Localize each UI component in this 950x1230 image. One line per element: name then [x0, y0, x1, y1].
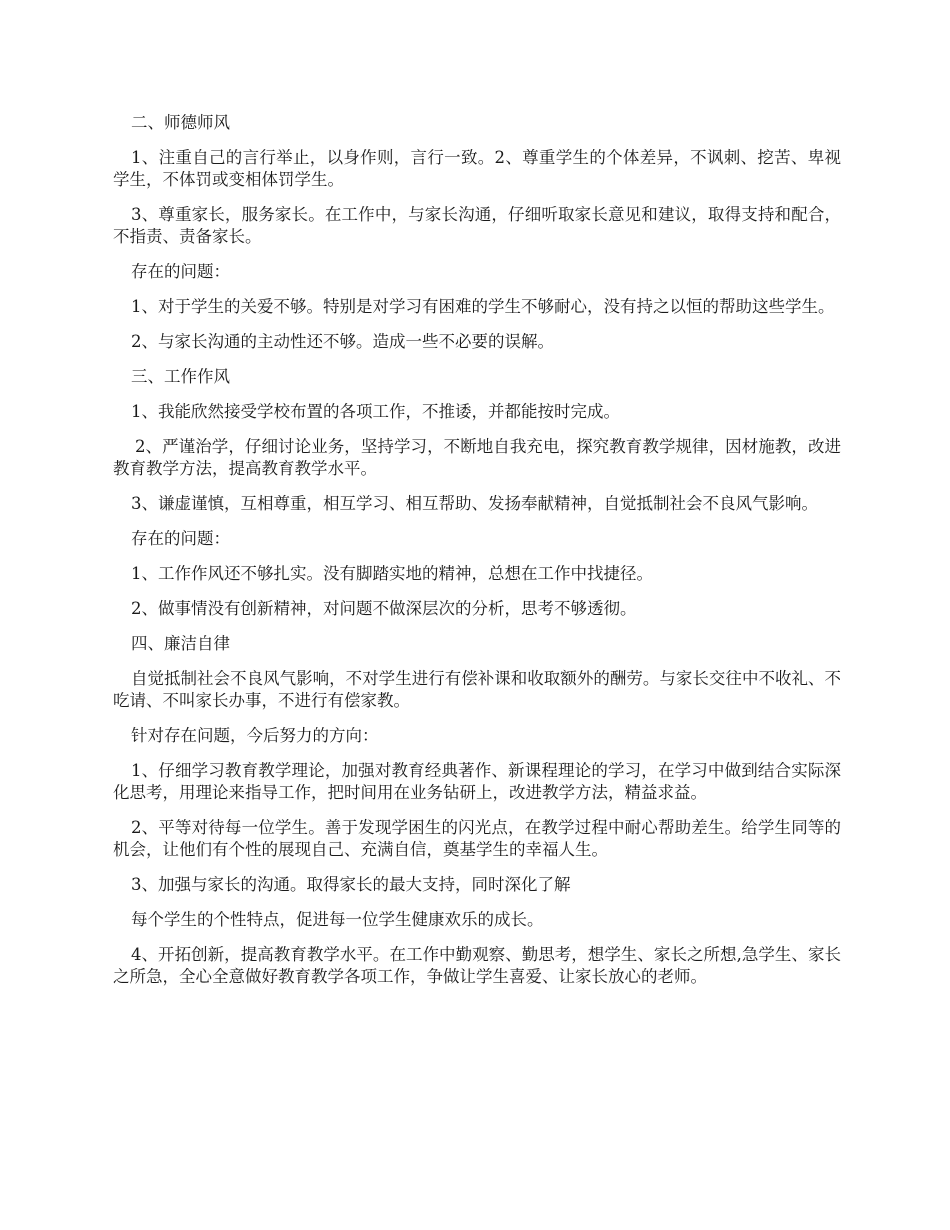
subheading-problems: 存在的问题： [131, 262, 230, 281]
paragraph: 2、做事情没有创新精神，对问题不做深层次的分析，思考不够透彻。 [131, 599, 637, 618]
paragraph: 1、我能欣然接受学校布置的各项工作，不推诿，并都能按时完成。 [131, 402, 620, 421]
section-heading-integrity: 四、廉洁自律 [131, 634, 230, 653]
paragraph: 1、对于学生的关爱不够。特别是对学习有困难的学生不够耐心，没有持之以恒的帮助这些学生。 [131, 297, 835, 316]
paragraph: 自觉抵制社会不良风气影响，不对学生进行有偿补课和收取额外的酬劳。与家长交往中不收礼、不吃请、不叫家长办事，不进行有偿家教。 [113, 669, 841, 710]
subheading-improvement: 针对存在问题，今后努力的方向： [131, 726, 379, 745]
section-heading-teacher-ethics: 二、师德师风 [131, 113, 230, 132]
paragraph: 每个学生的个性特点，促进每一位学生健康欢乐的成长。 [131, 910, 544, 929]
document-body [113, 112, 841, 1001]
paragraph: 1、仔细学习教育教学理论，加强对教育经典著作、新课程理论的学习，在学习中做到结合实际深化思考，用理论来指导工作，把时间用在业务钻研上，改进教学方法，精益求益。 [113, 761, 841, 802]
paragraph: 4、开拓创新，提高教育教学水平。在工作中勤观察、勤思考，想学生、家长之所想,急学生、家长之所急，全心全意做好教育教学各项工作，争做让学生喜爱、让家长放心的老师。 [113, 945, 841, 986]
paragraph: 3、谦虚谨慎，互相尊重，相互学习、相互帮助、发扬奉献精神，自觉抵制社会不良风气影响。 [131, 494, 818, 513]
paragraph: 3、尊重家长，服务家长。在工作中，与家长沟通，仔细听取家长意见和建议，取得支持和配合，不指责、责备家长。 [113, 205, 841, 246]
paragraph: 2、平等对待每一位学生。善于发现学困生的闪光点，在教学过程中耐心帮助差生。给学生同等的机会，让他们有个性的展现自己、充满自信，奠基学生的幸福人生。 [113, 818, 841, 859]
subheading-problems: 存在的问题： [131, 529, 230, 548]
paragraph: 2、与家长沟通的主动性还不够。造成一些不必要的误解。 [131, 332, 554, 351]
section-heading-work-style: 三、工作作风 [131, 367, 230, 386]
paragraph: 1、注重自己的言行举止，以身作则，言行一致。2、尊重学生的个体差异，不讽刺、挖苦、卑视学生，不体罚或变相体罚学生。 [113, 148, 841, 189]
paragraph: 3、加强与家长的沟通。取得家长的最大支持，同时深化了解 [131, 875, 571, 894]
paragraph: 2、严谨治学，仔细讨论业务，坚持学习，不断地自我充电，探究教育教学规律，因材施教，改进教育教学方法，提高教育教学水平。 [113, 437, 841, 478]
paragraph: 1、工作作风还不够扎实。没有脚踏实地的精神，总想在工作中找捷径。 [131, 564, 653, 583]
